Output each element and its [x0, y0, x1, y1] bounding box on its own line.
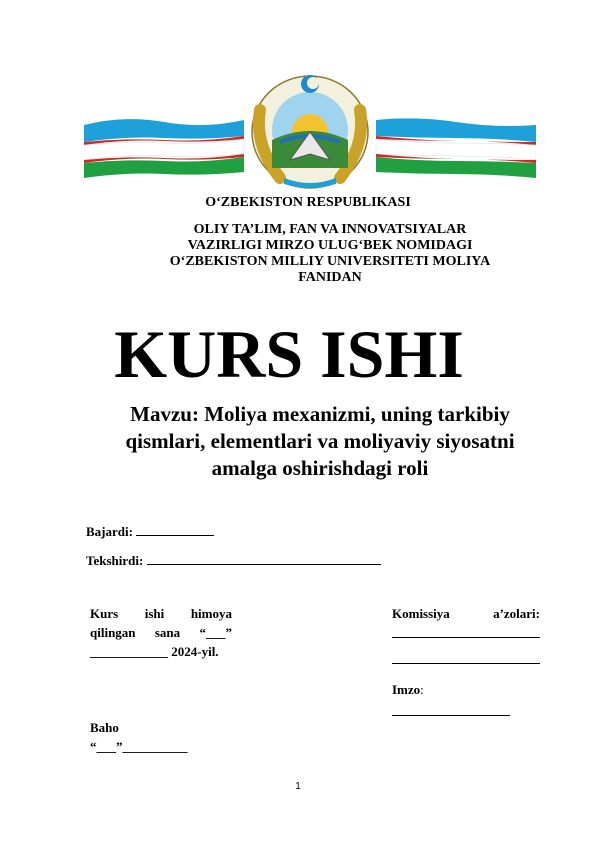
baho-label: Baho — [90, 720, 119, 735]
defense-year-line: ____________ 2024-yil. — [90, 644, 219, 659]
defense-line-1: Kurs ishi himoya — [90, 606, 232, 621]
ministry-heading — [130, 222, 530, 286]
republic-heading: O‘ZBEKISTON RESPUBLIKASI — [205, 195, 411, 210]
bajardi-label: Bajardi: — [86, 524, 133, 539]
tekshirdi-label: Tekshirdi: — [86, 553, 144, 568]
imzo-label: Imzo — [392, 682, 421, 697]
page-number: 1 — [295, 781, 301, 792]
defense-date-block — [90, 604, 232, 756]
topic-line: Mavzu: Moliya mexanizmi, uning tarkibiy — [130, 402, 510, 426]
baho-blank: “___”__________ — [90, 739, 188, 754]
topic-line: qismlari, elementlari va moliyaviy siyosatni — [125, 429, 515, 453]
bajardi-field — [86, 524, 214, 540]
ministry-line: FANIDAN — [298, 270, 362, 285]
defense-line-2: qilingan sana “___” — [90, 625, 232, 640]
ministry-line: O‘ZBEKISTON MILLIY UNIVERSITETI MOLIYA — [169, 254, 491, 269]
imzo-blank — [392, 715, 510, 716]
ministry-line: VAZIRLIGI MIRZO ULUG‘BEK NOMIDAGI — [187, 238, 473, 253]
flag-emblem-graphic — [84, 70, 536, 190]
tekshirdi-field — [86, 553, 381, 569]
tekshirdi-blank — [147, 553, 381, 565]
ministry-line: OLIY TA’LIM, FAN VA INNOVATSIYALAR — [193, 222, 467, 237]
topic-block — [100, 401, 540, 482]
commission-block — [392, 604, 540, 716]
bajardi-blank — [136, 524, 214, 536]
topic-line: amalga oshirishdagi roli — [211, 456, 429, 480]
document-title: KURS ISHI — [114, 316, 464, 392]
commission-label: Komissiya a’zolari: — [392, 606, 540, 621]
imzo-field: Imzo: — [392, 682, 424, 697]
state-emblem-with-flag — [84, 70, 536, 190]
